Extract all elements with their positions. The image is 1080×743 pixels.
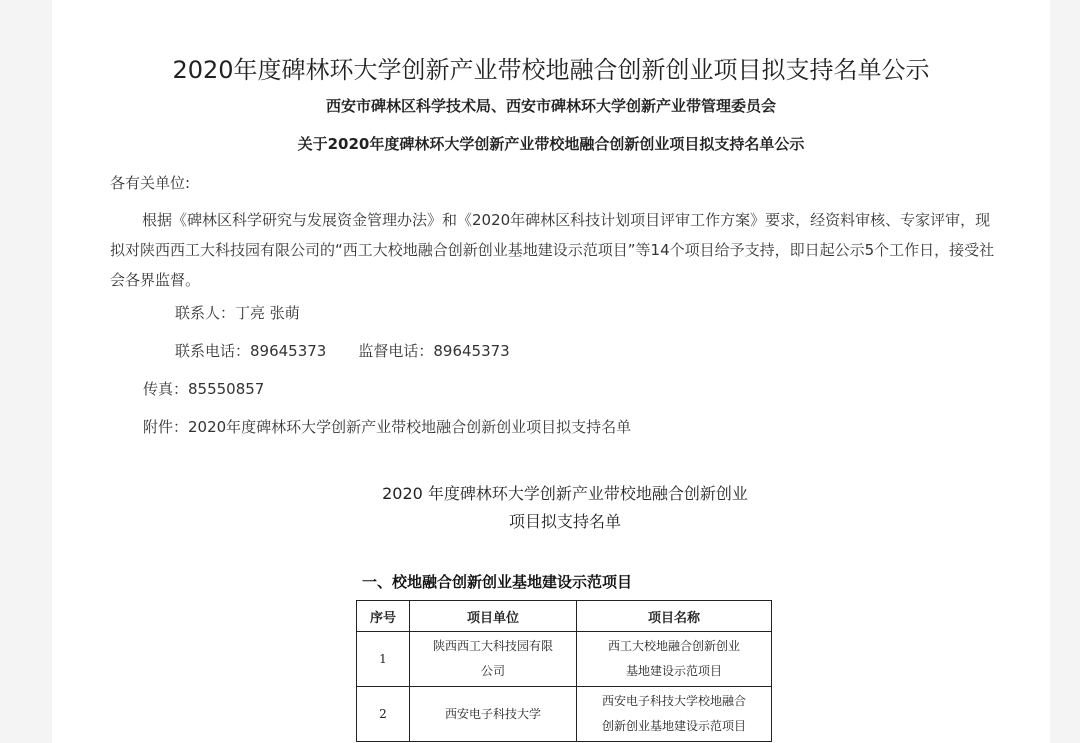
row-name-line: 创新创业基地建设示范项目 — [601, 719, 746, 733]
table-row — [357, 687, 772, 742]
phone-line — [175, 340, 510, 361]
table-header-row — [357, 601, 772, 632]
row-unit — [410, 687, 577, 742]
issuer-line: 西安市碑林区科学技术局、西安市碑林环大学创新产业带管理委员会 — [325, 97, 776, 115]
contact-persons: 联系人：丁亮 张萌 — [175, 304, 300, 322]
row-unit-line: 西安电子科技大学 — [444, 706, 541, 721]
notice-title: 2020年度碑林环大学创新产业带校地融合创新创业项目拟支持名单公示 — [172, 56, 930, 84]
row-name-line: 基地建设示范项目 — [625, 664, 722, 678]
header-project-name: 项目名称 — [577, 601, 772, 632]
section-heading: 一、校地融合创新创业基地建设示范项目 — [362, 573, 633, 591]
row-project-name — [577, 687, 772, 742]
row-unit — [410, 632, 577, 687]
attachment-line: 附件：2020年度碑林环大学创新产业带校地融合创新创业项目拟支持名单 — [143, 418, 632, 436]
table-row — [357, 632, 772, 687]
contact-phone: 联系电话：89645373 — [175, 342, 327, 360]
project-table — [356, 600, 772, 742]
list-title-line-1: 2020 年度碑林环大学创新产业带校地融合创新创业 — [382, 484, 748, 503]
document-page — [52, 0, 1050, 743]
salutation: 各有关单位: — [110, 174, 191, 192]
supervision-phone: 监督电话：89645373 — [358, 342, 510, 360]
row-unit-line: 陕西西工大科技园有限 — [432, 639, 553, 653]
row-index: 2 — [357, 687, 410, 742]
row-name-line: 西工大校地融合创新创业 — [607, 639, 740, 653]
row-project-name — [577, 632, 772, 687]
list-title — [52, 480, 1078, 536]
row-name-line: 西安电子科技大学校地融合 — [601, 694, 746, 708]
row-index: 1 — [357, 632, 410, 687]
notice-subject: 关于2020年度碑林环大学创新产业带校地融合创新创业项目拟支持名单公示 — [297, 135, 805, 153]
header-index: 序号 — [357, 601, 410, 632]
notice-body: 根据《碑林区科学研究与发展资金管理办法》和《2020年碑林区科技计划项目评审工作方案》要求，经资料审核、专家评审，现拟对陕西西工大科技园有限公司的“西工大校地融合创新创业基地建设示范项目”等14个项目给予支持，即日起公示5个工作日，接受社会各界监督。 — [110, 211, 995, 289]
row-unit-line: 公司 — [480, 664, 505, 678]
fax-line: 传真：85550857 — [143, 380, 265, 398]
header-unit: 项目单位 — [410, 601, 577, 632]
list-title-line-2: 项目拟支持名单 — [508, 512, 621, 531]
